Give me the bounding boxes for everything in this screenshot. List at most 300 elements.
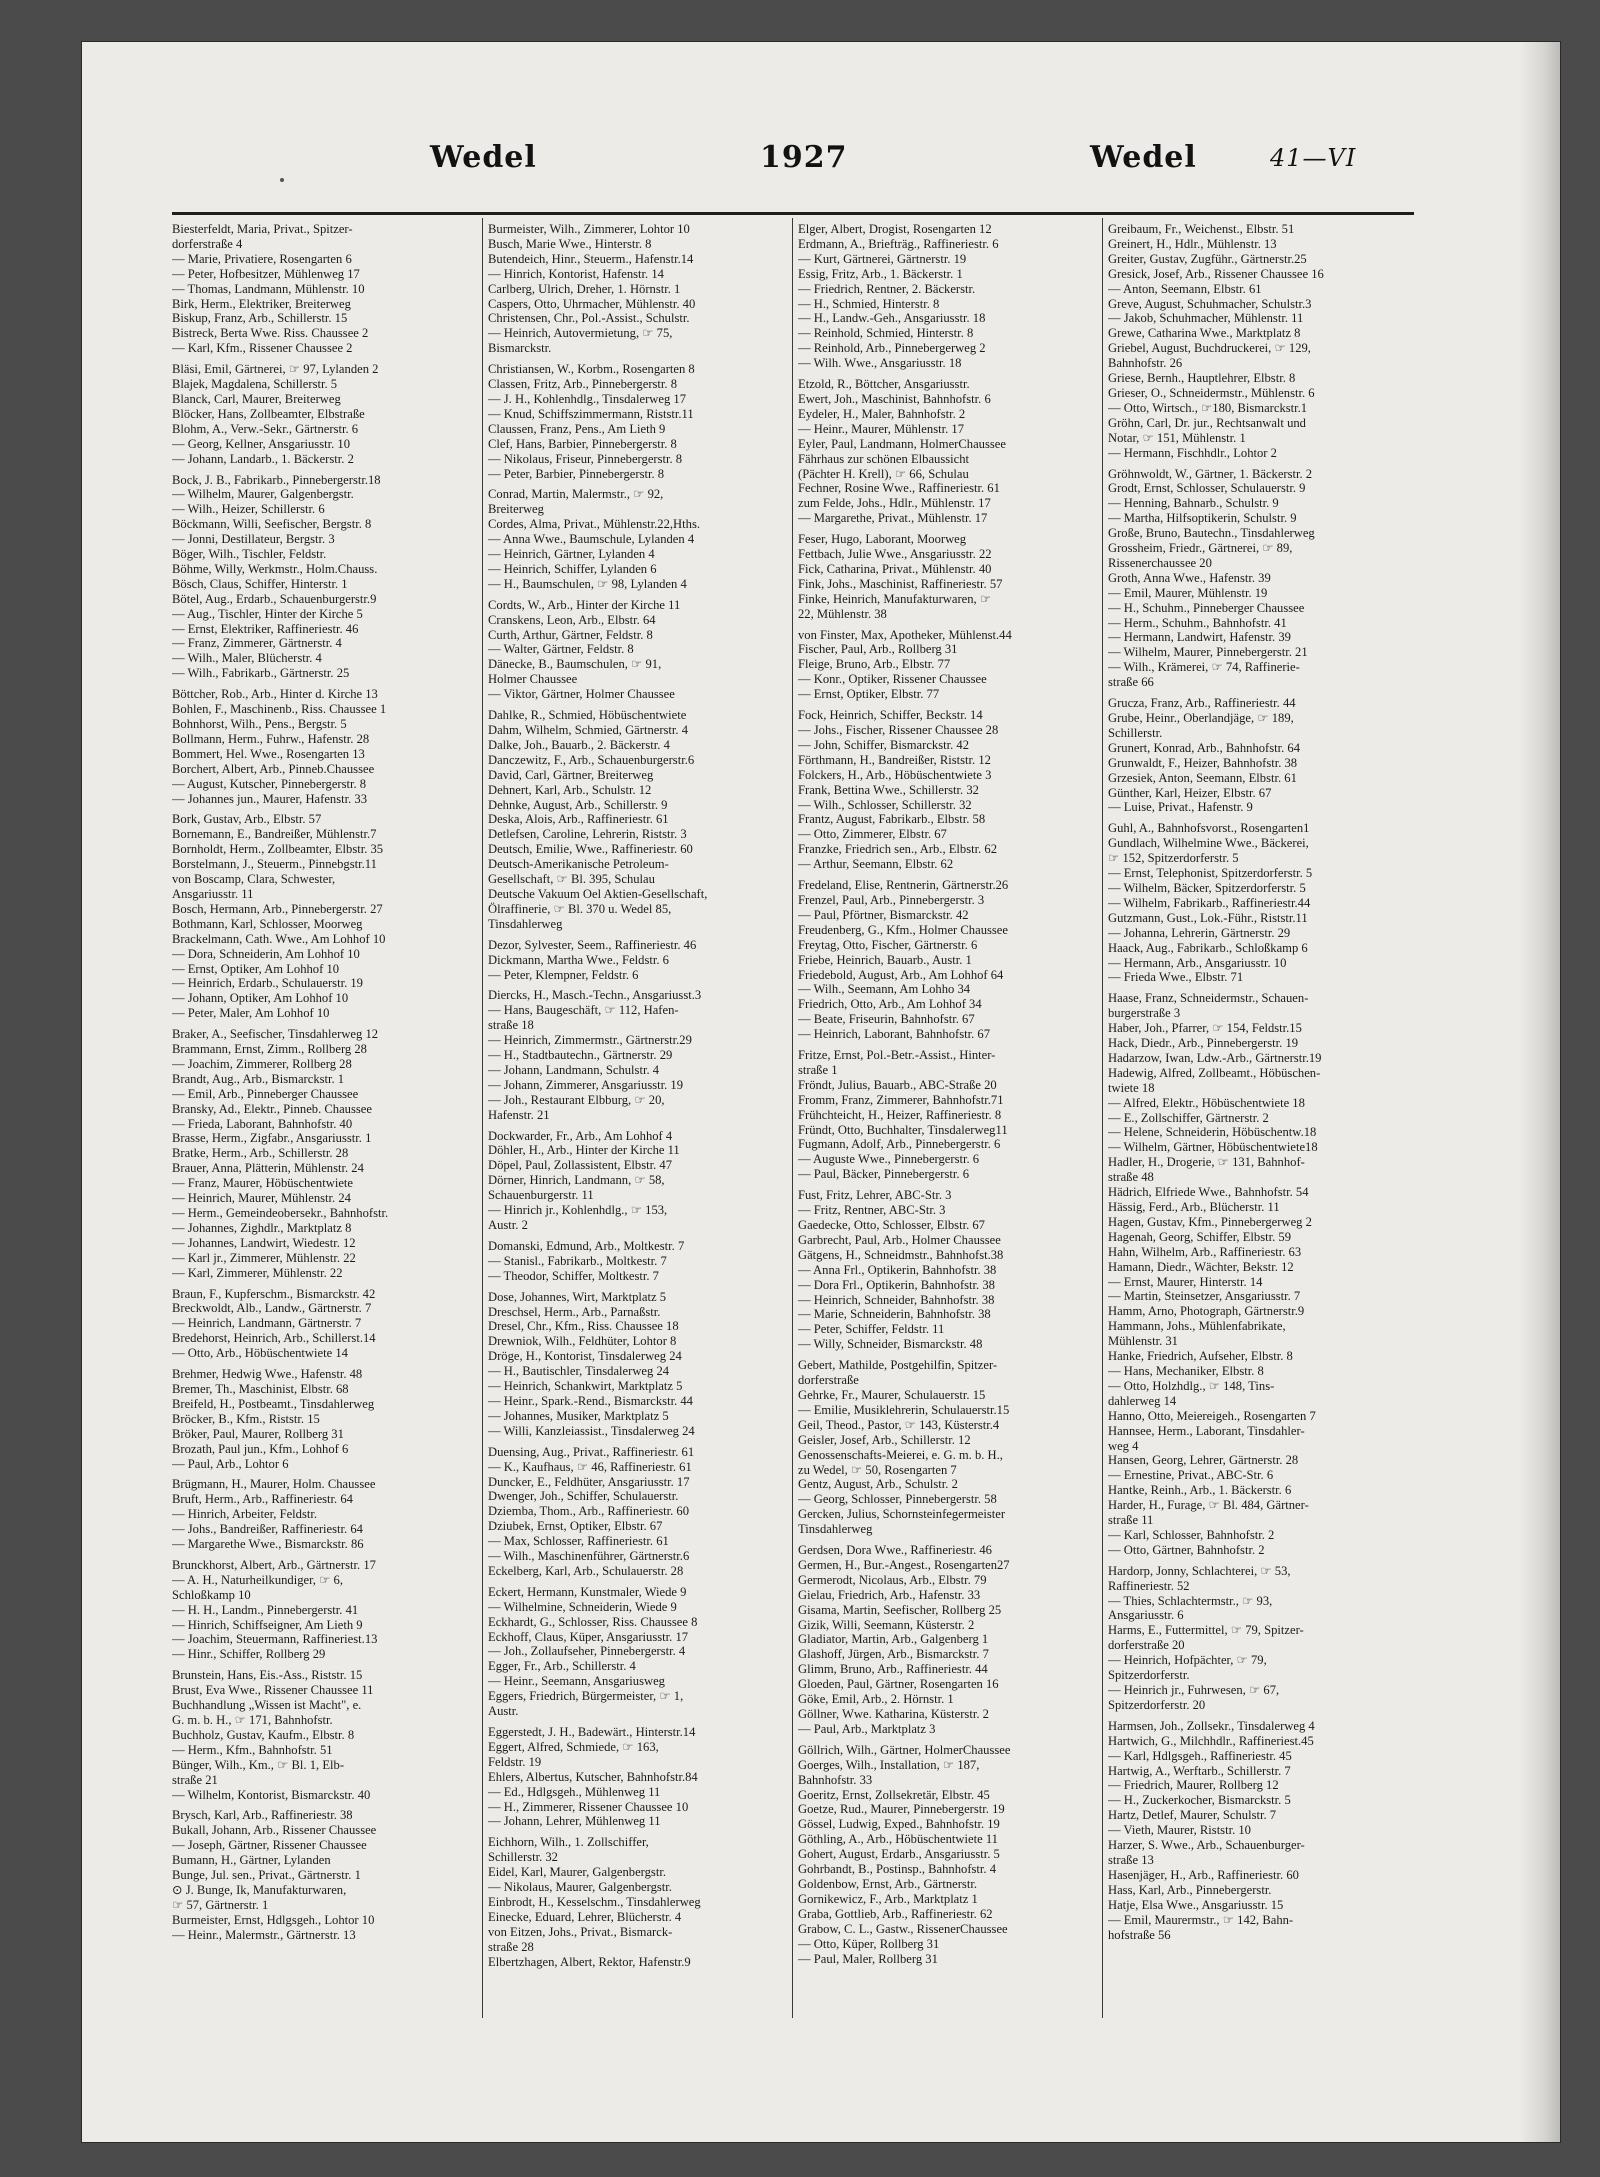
directory-entry: Bröker, Paul, Maurer, Rollberg 31 (172, 1426, 344, 1441)
directory-entry: hofstraße 56 (1108, 1927, 1171, 1942)
directory-entry: Greibaum, Fr., Weichenst., Elbstr. 51 (1108, 222, 1295, 236)
directory-entry: — Hans, Mechaniker, Elbstr. 8 (1108, 1363, 1264, 1378)
directory-entry: Dickmann, Martha Wwe., Feldstr. 6 (488, 952, 669, 967)
directory-entry: — Luise, Privat., Hafenstr. 9 (1108, 800, 1253, 815)
directory-entry: Dreschsel, Herm., Arb., Parnaßstr. (488, 1304, 661, 1319)
column-2 (482, 218, 792, 2018)
directory-entry: Grabow, C. L., Gastw., RissenerChaussee (798, 1921, 1008, 1936)
directory-entry: — Franz, Zimmerer, Gärtnerstr. 4 (172, 636, 342, 651)
directory-entry: — Hinrich, Schiffseigner, Am Lieth 9 (172, 1617, 363, 1632)
directory-entry: Fromm, Franz, Zimmerer, Bahnhofstr.71 (798, 1092, 1004, 1107)
directory-entry: Grossheim, Friedr., Gärtnerei, ☞ 89, (1108, 541, 1293, 556)
directory-entry: Gössel, Ludwig, Exped., Bahnhofstr. 19 (798, 1817, 1000, 1832)
directory-entry: — Hans, Baugeschäft, ☞ 112, Hafen- (488, 1003, 679, 1018)
directory-entry: Christensen, Chr., Pol.-Assist., Schulstr. (488, 311, 690, 326)
directory-entry: — Wilh., Krämerei, ☞ 74, Raffinerie- (1108, 660, 1300, 675)
directory-entry: — Margarethe Wwe., Bismarckstr. 86 (172, 1537, 364, 1552)
directory-entry: Braun, F., Kupferschm., Bismarckstr. 42 (172, 1286, 376, 1301)
directory-entry: Biesterfeldt, Maria, Privat., Spitzer- (172, 222, 353, 236)
directory-entry: Fock, Heinrich, Schiffer, Beckstr. 14 (798, 708, 983, 723)
directory-entry: Guhl, A., Bahnhofsvorst., Rosengarten1 (1108, 821, 1310, 836)
directory-entry: — Joseph, Gärtner, Rissener Chaussee (172, 1838, 367, 1853)
directory-entry: Grunwaldt, F., Heizer, Bahnhofstr. 38 (1108, 755, 1298, 770)
directory-entry: Deutsch-Amerikanische Petroleum- (488, 857, 669, 872)
directory-entry: Blöcker, Hans, Zollbeamter, Elbstraße (172, 406, 365, 421)
directory-entry: — Ed., Hdlgsgeh., Mühlenweg 11 (488, 1784, 661, 1799)
directory-entry: Notar, ☞ 151, Mühlenstr. 1 (1108, 430, 1246, 445)
directory-entry: Dalke, Joh., Bauarb., 2. Bäckerstr. 4 (488, 737, 670, 752)
directory-entry: Hadewig, Alfred, Zollbeamt., Höbüschen- (1108, 1065, 1321, 1080)
directory-entry: — Peter, Schiffer, Feldstr. 11 (798, 1322, 945, 1337)
directory-entry: Böhme, Willy, Werkmstr., Holm.Chauss. (172, 561, 378, 576)
directory-entry: Gornikewicz, F., Arb., Marktplatz 1 (798, 1891, 978, 1906)
directory-entry: — Wilh., Maler, Blücherstr. 4 (172, 651, 322, 666)
directory-entry: — Otto, Holzhdlg., ☞ 148, Tins- (1108, 1378, 1275, 1393)
directory-entry: Blohm, A., Verw.-Sekr., Gärtnerstr. 6 (172, 421, 359, 436)
directory-entry: (Pächter H. Krell), ☞ 66, Schulau (798, 466, 969, 481)
directory-entry: Griese, Bernh., Hauptlehrer, Elbstr. 8 (1108, 371, 1296, 386)
directory-entry: Goldenbow, Ernst, Arb., Gärtnerstr. (798, 1876, 977, 1891)
directory-entry: — Thies, Schlachtermstr., ☞ 93, (1108, 1593, 1273, 1608)
directory-entry: — Dora, Schneiderin, Am Lohhof 10 (172, 946, 360, 961)
directory-entry: — Johann, Optiker, Am Lohhof 10 (172, 991, 349, 1006)
directory-entry: Tinsdahlerweg (488, 916, 563, 931)
directory-entry: Hädrich, Elfriede Wwe., Bahnhofstr. 54 (1108, 1185, 1309, 1200)
directory-entry: von Finster, Max, Apotheker, Mühlenst.44 (798, 627, 1012, 642)
directory-entry: Dezor, Sylvester, Seem., Raffineriestr. 46 (488, 937, 697, 952)
directory-entry: — Heinrich, Schiffer, Lylanden 6 (488, 561, 657, 576)
directory-entry: Haber, Joh., Pfarrer, ☞ 154, Feldstr.15 (1108, 1021, 1302, 1036)
directory-entry: Egger, Fr., Arb., Schillerstr. 4 (488, 1659, 636, 1674)
directory-entry: Grube, Heinr., Oberlandjäge, ☞ 189, (1108, 711, 1294, 725)
column-4 (1102, 218, 1412, 2018)
directory-entry: Bismarckstr. (488, 341, 552, 356)
directory-entry: — Jakob, Schuhmacher, Mühlenstr. 11 (1108, 311, 1304, 326)
directory-entry: — Emil, Arb., Pinneberger Chaussee (172, 1086, 359, 1101)
directory-entry: Dziemba, Thom., Arb., Raffineriestr. 60 (488, 1504, 689, 1519)
directory-entry: — K., Kaufhaus, ☞ 46, Raffineriestr. 61 (488, 1459, 692, 1474)
directory-entry: Blanck, Carl, Maurer, Breiterweg (172, 391, 341, 406)
directory-entry: Große, Bruno, Bautechn., Tinsdahlerweg (1108, 526, 1315, 541)
directory-entry: — Dora Frl., Optikerin, Bahnhofstr. 38 (798, 1277, 995, 1292)
directory-entry: Deutsch, Emilie, Wwe., Raffineriestr. 60 (488, 842, 693, 857)
directory-entry: Hasenjäger, H., Arb., Raffineriestr. 60 (1108, 1867, 1299, 1882)
directory-entry: — Johannes, Musiker, Marktplatz 5 (488, 1408, 669, 1423)
directory-entry: — H., Zimmerer, Rissener Chaussee 10 (488, 1799, 689, 1814)
directory-entry: Brammann, Ernst, Zimm., Rollberg 28 (172, 1042, 367, 1057)
directory-entry: — H. H., Landm., Pinnebergerstr. 41 (172, 1602, 359, 1617)
directory-entry: Hartwich, G., Milchhdlr., Raffineriest.45 (1108, 1733, 1314, 1748)
directory-entry: Fugmann, Adolf, Arb., Pinnebergerstr. 6 (798, 1137, 1001, 1152)
directory-entry: — Otto, Gärtner, Bahnhofstr. 2 (1108, 1542, 1265, 1557)
directory-entry: Bistreck, Berta Wwe. Riss. Chaussee 2 (172, 326, 369, 341)
directory-entry: — Anton, Seemann, Elbstr. 61 (1108, 281, 1262, 296)
directory-entry: Brackelmann, Cath. Wwe., Am Lohhof 10 (172, 931, 386, 946)
directory-entry: — Johannes, Landwirt, Wiedestr. 12 (172, 1235, 356, 1250)
directory-entry: Eidel, Karl, Maurer, Galgenbergstr. (488, 1865, 666, 1880)
directory-entry: — Heinrich, Schneider, Bahnhofstr. 38 (798, 1292, 995, 1307)
directory-entry: Hamm, Arno, Photograph, Gärtnerstr.9 (1108, 1304, 1305, 1319)
column-3 (792, 218, 1102, 2018)
directory-entry: Holmer Chaussee (488, 672, 578, 687)
directory-entry: — Joh., Restaurant Elbburg, ☞ 20, (488, 1092, 665, 1107)
directory-entry: Rissenerchaussee 20 (1108, 555, 1212, 570)
directory-entry: Gizik, Willi, Seemann, Küsterstr. 2 (798, 1617, 975, 1632)
directory-entry: Göllrich, Wilh., Gärtner, HolmerChaussee (798, 1742, 1011, 1757)
directory-entry: Breckwoldt, Alb., Landw., Gärtnerstr. 7 (172, 1301, 372, 1316)
directory-entry: — Vieth, Maurer, Riststr. 10 (1108, 1823, 1251, 1838)
directory-entry: Bunge, Jul. sen., Privat., Gärtnerstr. 1 (172, 1868, 361, 1883)
directory-entry: — Georg, Schlosser, Pinnebergerstr. 58 (798, 1492, 997, 1507)
directory-entry: Hantke, Reinh., Arb., 1. Bäckerstr. 6 (1108, 1483, 1292, 1498)
directory-entry: Bosch, Hermann, Arb., Pinnebergerstr. 27 (172, 901, 383, 916)
directory-entry: — Emil, Maurer, Mühlenstr. 19 (1108, 585, 1268, 600)
directory-entry: — Paul, Arb., Lohtor 6 (172, 1456, 289, 1471)
directory-entry: — H., Baumschulen, ☞ 98, Lylanden 4 (488, 576, 687, 591)
directory-entry: Glashoff, Jürgen, Arb., Bismarckstr. 7 (798, 1647, 989, 1662)
directory-entry: Braker, A., Seefischer, Tinsdahlerweg 12 (172, 1027, 379, 1042)
page-edge (1520, 42, 1560, 2142)
directory-entry: Conrad, Martin, Malermstr., ☞ 92, (488, 487, 664, 502)
directory-entry: Hässig, Ferd., Arb., Blücherstr. 11 (1108, 1200, 1280, 1214)
directory-entry: — A. H., Naturheilkundiger, ☞ 6, (172, 1572, 343, 1587)
directory-entry: — Viktor, Gärtner, Holmer Chaussee (488, 687, 675, 702)
directory-entry: — Arthur, Seemann, Elbstr. 62 (798, 857, 954, 872)
directory-entry: Feldstr. 19 (488, 1754, 542, 1769)
directory-entry: — Hinrich, Kontorist, Hafenstr. 14 (488, 266, 664, 281)
directory-entry: Biskup, Franz, Arb., Schillerstr. 15 (172, 311, 348, 326)
directory-entry: — Karl, Zimmerer, Mühlenstr. 22 (172, 1265, 343, 1280)
directory-entry: Hahn, Wilhelm, Arb., Raffineriestr. 63 (1108, 1244, 1302, 1259)
directory-entry: — Peter, Barbier, Pinnebergerstr. 8 (488, 466, 665, 481)
directory-entry: twiete 18 (1108, 1080, 1155, 1095)
directory-entry: — Anna Wwe., Baumschule, Lylanden 4 (488, 532, 695, 547)
directory-entry: — Hinr., Schiffer, Rollberg 29 (172, 1647, 326, 1662)
directory-entry: — Peter, Klempner, Feldstr. 6 (488, 967, 639, 982)
directory-entry: Hadarzow, Iwan, Ldw.-Arb., Gärtnerstr.19 (1108, 1050, 1322, 1065)
directory-entry: Austr. 2 (488, 1218, 528, 1232)
directory-entry: Essig, Fritz, Arb., 1. Bäckerstr. 1 (798, 266, 963, 281)
directory-entry: Frenzel, Paul, Arb., Pinnebergerstr. 3 (798, 892, 985, 907)
directory-entry: Gladiator, Martin, Arb., Galgenberg 1 (798, 1632, 989, 1647)
directory-entry: Grunert, Konrad, Arb., Bahnhofstr. 64 (1108, 740, 1301, 755)
directory-entry: — Johann, Landmann, Schulstr. 4 (488, 1062, 660, 1077)
directory-entry: Cordes, Alma, Privat., Mühlenstr.22,Hths. (488, 517, 700, 532)
directory-entry: Eyler, Paul, Landmann, HolmerChaussee (798, 436, 1006, 451)
directory-entry: Hanno, Otto, Meiereigeh., Rosengarten 7 (1108, 1408, 1316, 1423)
directory-entry: Gebert, Mathilde, Postgehilfin, Spitzer- (798, 1358, 998, 1373)
directory-entry: — Wilh., Seemann, Am Lohho 34 (798, 982, 971, 997)
directory-entry: — Heinrich, Gärtner, Lylanden 4 (488, 547, 655, 562)
directory-entry: Bahnhofstr. 26 (1108, 356, 1183, 371)
directory-entry: Hannsee, Herm., Laborant, Tinsdahler- (1108, 1423, 1305, 1438)
directory-entry: Grzesiek, Anton, Seemann, Elbstr. 61 (1108, 770, 1297, 785)
directory-entry: — Auguste Wwe., Pinnebergerstr. 6 (798, 1152, 980, 1167)
page-number: 41—VI (1270, 144, 1357, 172)
directory-entry: straße 18 (488, 1018, 534, 1033)
directory-entry: straße 11 (1108, 1513, 1154, 1528)
directory-entry: — Joachim, Zimmerer, Rollberg 28 (172, 1056, 352, 1071)
directory-entry: Fleige, Bruno, Arb., Elbstr. 77 (798, 657, 951, 672)
directory-entry: Graba, Gottlieb, Arb., Raffineriestr. 62 (798, 1906, 993, 1921)
directory-entry: Eckhoff, Claus, Küper, Ansgariusstr. 17 (488, 1629, 689, 1644)
directory-entry: Borchert, Albert, Arb., Pinneb.Chaussee (172, 761, 375, 776)
directory-entry: — Heinrich, Zimmermstr., Gärtnerstr.29 (488, 1033, 692, 1048)
directory-entry: — Martha, Hilfsoptikerin, Schulstr. 9 (1108, 511, 1297, 526)
directory-entry: Dröge, H., Kontorist, Tinsdalerweg 24 (488, 1349, 682, 1364)
directory-entry: Bumann, H., Gärtner, Lylanden (172, 1853, 331, 1868)
directory-entry: — Wilhelm, Bäcker, Spitzerdorferstr. 5 (1108, 880, 1306, 895)
directory-entry: Freytag, Otto, Fischer, Gärtnerstr. 6 (798, 937, 978, 952)
directory-entry: Raffineriestr. 52 (1108, 1578, 1190, 1593)
directory-entry: — J. H., Kohlenhdlg., Tinsdalerweg 17 (488, 391, 687, 406)
directory-entry: dorferstraße 4 (172, 236, 243, 251)
directory-entry: — Otto, Arb., Höbüschentwiete 14 (172, 1346, 348, 1361)
directory-entry: Günther, Karl, Heizer, Elbstr. 67 (1108, 785, 1272, 800)
directory-entry: Detlefsen, Caroline, Lehrerin, Riststr. 3 (488, 827, 687, 842)
directory-entry: Bohlen, F., Maschinenb., Riss. Chaussee 1 (172, 702, 387, 717)
directory-entry: Hatje, Elsa Wwe., Ansgariusstr. 15 (1108, 1897, 1284, 1912)
directory-entry: — Johs., Bandreißer, Raffineriestr. 64 (172, 1522, 363, 1537)
directory-entry: zum Felde, Johs., Hdlr., Mühlenstr. 17 (798, 496, 991, 511)
directory-entry: Greve, August, Schuhmacher, Schulstr.3 (1108, 296, 1312, 311)
header-town-left: Wedel (430, 140, 537, 175)
directory-entry: — Heinrich, Laborant, Bahnhofstr. 67 (798, 1027, 991, 1042)
directory-entry: Mühlenstr. 31 (1108, 1334, 1178, 1349)
directory-entry: Bork, Gustav, Arb., Elbstr. 57 (172, 812, 322, 827)
directory-entry: Haase, Franz, Schneidermstr., Schauen- (1108, 991, 1309, 1006)
directory-entry: straße 21 (172, 1772, 218, 1787)
directory-entry: — Stanisl., Fabrikarb., Moltkestr. 7 (488, 1253, 667, 1268)
directory-entry: Harder, H., Furage, ☞ Bl. 484, Gärtner- (1108, 1498, 1309, 1513)
directory-entry: — Wilhelmine, Schneiderin, Wiede 9 (488, 1599, 677, 1614)
directory-entry: — Heinrich, Maurer, Mühlenstr. 24 (172, 1191, 351, 1206)
directory-entry: Hass, Karl, Arb., Pinnebergerstr. (1108, 1882, 1272, 1897)
directory-entry: Grucza, Franz, Arb., Raffineriestr. 44 (1108, 696, 1296, 711)
directory-entry: Goeritz, Ernst, Zollsekretär, Elbstr. 45 (798, 1787, 990, 1802)
directory-entry: Schillerstr. 32 (488, 1850, 558, 1865)
directory-entry: Fechner, Rosine Wwe., Raffineriestr. 61 (798, 481, 1000, 496)
directory-entry: Gisama, Martin, Seefischer, Rollberg 25 (798, 1602, 1002, 1617)
directory-entry: Erdmann, A., Briefträg., Raffineriestr. 6 (798, 236, 999, 251)
directory-entry: Garbrecht, Paul, Arb., Holmer Chaussee (798, 1232, 1001, 1247)
directory-entry: Grodt, Ernst, Schlosser, Schulauerstr. 9 (1108, 481, 1306, 496)
directory-entry: Grewe, Catharina Wwe., Marktplatz 8 (1108, 326, 1301, 341)
directory-entry: Friedebold, August, Arb., Am Lohhof 64 (798, 967, 1004, 982)
directory-entry: — Joh., Zollaufseher, Pinnebergerstr. 4 (488, 1644, 686, 1659)
directory-entry: — Theodor, Schiffer, Moltkestr. 7 (488, 1268, 659, 1283)
directory-entry: Genossenschafts-Meierei, e. G. m. b. H., (798, 1447, 1003, 1462)
directory-entry: dorferstraße 20 (1108, 1638, 1185, 1653)
directory-entry: Schauenburgerstr. 11 (488, 1188, 594, 1203)
directory-entry: Elbertzhagen, Albert, Rektor, Hafenstr.9 (488, 1954, 691, 1969)
directory-entry: David, Carl, Gärtner, Breiterweg (488, 767, 654, 782)
directory-entry: Hardorp, Jonny, Schlachterei, ☞ 53, (1108, 1563, 1291, 1578)
directory-entry: Gercken, Julius, Schornsteinfegermeister (798, 1507, 1006, 1522)
directory-entry: — Alfred, Elektr., Höbüschentwiete 18 (1108, 1095, 1305, 1110)
column-1 (172, 218, 482, 2018)
directory-entry: — Jonni, Destillateur, Bergstr. 3 (172, 532, 335, 547)
directory-entry: Spitzerdorferstr. (1108, 1668, 1190, 1683)
directory-entry: Dahm, Wilhelm, Schmied, Gärtnerstr. 4 (488, 723, 689, 737)
directory-entry: — H., Schuhm., Pinneberger Chaussee (1108, 600, 1305, 615)
directory-entry: Harmsen, Joh., Zollsekr., Tinsdalerweg 4 (1108, 1718, 1315, 1733)
directory-entry: Eckhardt, G., Schlosser, Riss. Chaussee 8 (488, 1614, 698, 1629)
directory-entry: Brasse, Herm., Zigfabr., Ansgariusstr. 1 (172, 1131, 372, 1146)
directory-entry: — Kurt, Gärtnerei, Gärtnerstr. 19 (798, 251, 967, 266)
directory-entry: Duncker, E., Feldhüter, Ansgariusstr. 17 (488, 1474, 690, 1489)
directory-entry: — Reinhold, Schmied, Hinterstr. 8 (798, 326, 974, 341)
directory-entry: — Hinrich jr., Kohlenhdlg., ☞ 153, (488, 1203, 668, 1218)
header-year: 1927 (760, 140, 848, 175)
directory-entry: Fredeland, Elise, Rentnerin, Gärtnerstr.26 (798, 878, 1009, 893)
directory-entry: Carlberg, Ulrich, Dreher, 1. Hörnstr. 1 (488, 281, 681, 296)
directory-entry: Fettbach, Julie Wwe., Ansgariusstr. 22 (798, 547, 992, 562)
directory-entry: Bünger, Wilh., Km., ☞ Bl. 1, Elb- (172, 1757, 345, 1772)
directory-entry: — Peter, Hofbesitzer, Mühlenweg 17 (172, 266, 360, 281)
directory-entry: ☞ 57, Gärtnerstr. 1 (172, 1897, 269, 1912)
directory-entry: Germerodt, Nicolaus, Arb., Elbstr. 79 (798, 1572, 987, 1587)
directory-entry: — Aug., Tischler, Hinter der Kirche 5 (172, 606, 363, 621)
directory-entry: — Thomas, Landmann, Mühlenstr. 10 (172, 281, 365, 296)
directory-entry: Dockwarder, Fr., Arb., Am Lohhof 4 (488, 1128, 673, 1143)
directory-entry: Gutzmann, Gust., Lok.-Führ., Riststr.11 (1108, 910, 1308, 925)
directory-entry: Burmeister, Ernst, Hdlgsgeh., Lohtor 10 (172, 1912, 375, 1927)
directory-entry: burgerstraße 3 (1108, 1006, 1181, 1021)
directory-entry: Brunstein, Hans, Eis.-Ass., Riststr. 15 (172, 1668, 363, 1683)
directory-entry: — Henning, Bahnarb., Schulstr. 9 (1108, 496, 1279, 511)
directory-entry: Einbrodt, H., Kesselschm., Tinsdahlerweg (488, 1894, 701, 1909)
directory-entry: — Ernst, Telephonist, Spitzerdorferstr. 5 (1108, 866, 1313, 881)
directory-entry: — Hermann, Fischhdlr., Lohtor 2 (1108, 445, 1277, 460)
directory-entry: Ansgariusstr. 6 (1108, 1608, 1184, 1623)
directory-entry: Brunckhorst, Albert, Arb., Gärtnerstr. 17 (172, 1557, 376, 1572)
directory-entry: — Marie, Privatiere, Rosengarten 6 (172, 251, 352, 266)
directory-entry: — Heinrich, Autovermietung, ☞ 75, (488, 326, 673, 341)
directory-entry: Fründt, Otto, Buchhalter, Tinsdalerweg11 (798, 1122, 1008, 1137)
directory-entry: Brust, Eva Wwe., Rissener Chaussee 11 (172, 1683, 374, 1698)
directory-entry: — John, Schiffer, Bismarckstr. 42 (798, 737, 970, 752)
directory-entry: Bratke, Herm., Arb., Schillerstr. 28 (172, 1146, 349, 1161)
directory-entry: Breiterweg (488, 502, 544, 517)
directory-entry: Fährhaus zur schönen Elbaussicht (798, 451, 970, 466)
directory-entry: Förthmann, H., Bandreißer, Riststr. 12 (798, 752, 991, 767)
directory-entry: — Wilhelm, Gärtner, Höbüschentwiete18 (1108, 1140, 1318, 1155)
directory-entry: — H., Zuckerkocher, Bismarckstr. 5 (1108, 1793, 1291, 1808)
directory-entry: Clef, Hans, Barbier, Pinnebergerstr. 8 (488, 436, 677, 451)
directory-entry: Göke, Emil, Arb., 2. Hörnstr. 1 (798, 1692, 954, 1707)
directory-entry: Gröhn, Carl, Dr. jur., Rechtsanwalt und (1108, 415, 1306, 430)
directory-entry: Buchholz, Gustav, Kaufm., Elbstr. 8 (172, 1727, 355, 1742)
directory-entry: Germen, H., Bur.-Angest., Rosengarten27 (798, 1557, 1010, 1572)
directory-entry: von Eitzen, Johs., Privat., Bismarck- (488, 1924, 673, 1939)
directory-entry: — Heinr., Maurer, Mühlenstr. 17 (798, 421, 964, 436)
directory-entry: straße 66 (1108, 675, 1154, 690)
directory-entry: — Herm., Schuhm., Bahnhofstr. 41 (1108, 615, 1287, 630)
directory-entry: — Johann, Zimmerer, Ansgariusstr. 19 (488, 1077, 684, 1092)
directory-entry: Freudenberg, G., Kfm., Holmer Chaussee (798, 922, 1008, 937)
directory-entry: Einecke, Eduard, Lehrer, Blücherstr. 4 (488, 1909, 682, 1924)
directory-entry: — Frieda Wwe., Elbstr. 71 (1108, 970, 1244, 985)
directory-entry: Bredehorst, Heinrich, Arb., Schillerst.14 (172, 1331, 376, 1346)
directory-entry: — August, Kutscher, Pinnebergerstr. 8 (172, 776, 367, 791)
directory-entry: — Peter, Maler, Am Lohhof 10 (172, 1006, 330, 1021)
directory-entry: Ewert, Joh., Maschinist, Bahnhofstr. 6 (798, 391, 991, 406)
directory-entry: — Johann, Lehrer, Mühlenweg 11 (488, 1814, 661, 1829)
directory-entry: Hansen, Georg, Lehrer, Gärtnerstr. 28 (1108, 1453, 1299, 1468)
directory-entry: Hartz, Detlef, Maurer, Schulstr. 7 (1108, 1808, 1277, 1823)
directory-entry: Eggert, Alfred, Schmiede, ☞ 163, (488, 1739, 659, 1754)
directory-entry: Frank, Bettina Wwe., Schillerstr. 32 (798, 782, 979, 797)
directory-entry: — Nikolaus, Maurer, Galgenbergstr. (488, 1880, 672, 1895)
directory-entry: Frantz, August, Fabrikarb., Elbstr. 58 (798, 812, 986, 827)
directory-entry: — Johs., Fischer, Rissener Chaussee 28 (798, 723, 999, 737)
directory-entry: — Johannes, Zighdlr., Marktplatz 8 (172, 1220, 352, 1235)
directory-entry: Harzer, S. Wwe., Arb., Schauenburger- (1108, 1838, 1305, 1853)
directory-entry: Hagen, Gustav, Kfm., Pinnebergerweg 2 (1108, 1214, 1312, 1229)
directory-entry: Brysch, Karl, Arb., Raffineriestr. 38 (172, 1808, 353, 1823)
directory-entry: Greinert, H., Hdlr., Mühlenstr. 13 (1108, 236, 1277, 251)
directory-entry: — Paul, Pförtner, Bismarckstr. 42 (798, 907, 969, 922)
directory-entry: Austr. (488, 1704, 519, 1719)
directory-entry: — Paul, Maler, Rollberg 31 (798, 1951, 938, 1966)
directory-entry: — Wilh., Fabrikarb., Gärtnerstr. 25 (172, 666, 350, 681)
directory-entry: Etzold, R., Böttcher, Ansgariusstr. (798, 377, 970, 392)
directory-entry: — H., Schmied, Hinterstr. 8 (798, 296, 940, 311)
directory-entry: Drewniok, Wilh., Feldhüter, Lohtor 8 (488, 1334, 677, 1349)
directory-entry: — Heinrich, Hofpächter, ☞ 79, (1108, 1653, 1267, 1668)
directory-entry: Gundlach, Wilhelmine Wwe., Bäckerei, (1108, 836, 1309, 851)
directory-entry: Diercks, H., Masch.-Techn., Ansgariusst.3 (488, 988, 702, 1003)
directory-entry: — Hermann, Landwirt, Hafenstr. 39 (1108, 630, 1291, 645)
directory-entry: G. m. b. H., ☞ 171, Bahnhofstr. (172, 1713, 333, 1727)
directory-entry: — Wilh., Schlosser, Schillerstr. 32 (798, 797, 972, 812)
directory-entry: Fröndt, Julius, Bauarb., ABC-Straße 20 (798, 1077, 997, 1092)
directory-entry: Böttcher, Rob., Arb., Hinter d. Kirche 13 (172, 687, 378, 702)
directory-entry: — Marie, Schneiderin, Bahnhofstr. 38 (798, 1307, 991, 1322)
directory-entry: — Emil, Maurermstr., ☞ 142, Bahn- (1108, 1912, 1294, 1927)
directory-entry: — Herm., Gemeindeobersekr., Bahnhofstr. (172, 1206, 389, 1220)
directory-entry: Harms, E., Futtermittel, ☞ 79, Spitzer- (1108, 1623, 1304, 1638)
directory-entry: — Wilhelm, Maurer, Pinnebergerstr. 21 (1108, 645, 1308, 660)
directory-entry: — Walter, Gärtner, Feldstr. 8 (488, 642, 634, 657)
directory-entry: — Beate, Friseurin, Bahnhofstr. 67 (798, 1012, 975, 1027)
directory-entry: Spitzerdorferstr. 20 (1108, 1697, 1206, 1712)
directory-entry: — Hermann, Arb., Ansgariusstr. 10 (1108, 955, 1287, 970)
directory-entry: Ölraffinerie, ☞ Bl. 370 u. Wedel 85, (488, 901, 672, 916)
directory-entry: Gresick, Josef, Arb., Rissener Chaussee 16 (1108, 266, 1324, 281)
directory-entry: Göllner, Wwe. Katharina, Küsterstr. 2 (798, 1707, 989, 1721)
directory-entry: — H., Bautischler, Tinsdalerweg 24 (488, 1364, 670, 1379)
directory-entry: Bröcker, B., Kfm., Riststr. 15 (172, 1411, 320, 1426)
directory-entry: — H., Landw.-Geh., Ansgariusstr. 18 (798, 311, 986, 326)
directory-entry: — Karl, Kfm., Rissener Chaussee 2 (172, 341, 353, 356)
directory-entry: — Johanna, Lehrerin, Gärtnerstr. 29 (1108, 925, 1291, 940)
directory-entry: Bock, J. B., Fabrikarb., Pinnebergerstr.18 (172, 472, 381, 487)
directory-entry: zu Wedel, ☞ 50, Rosengarten 7 (798, 1462, 957, 1477)
directory-entry: Hanke, Friedrich, Aufseher, Elbstr. 8 (1108, 1349, 1293, 1364)
directory-entry: Fischer, Paul, Arb., Rollberg 31 (798, 642, 958, 657)
directory-entry: Friedrich, Otto, Arb., Am Lohhof 34 (798, 997, 982, 1012)
directory-entry: Eggerstedt, J. H., Badewärt., Hinterstr.14 (488, 1725, 696, 1739)
directory-entry: ☞ 152, Spitzerdorferstr. 5 (1108, 851, 1239, 866)
directory-entry: Bösch, Claus, Schiffer, Hinterstr. 1 (172, 576, 348, 591)
directory-entry: — Hinrich, Arbeiter, Feldstr. (172, 1507, 317, 1522)
directory-entry: — Ernestine, Privat., ABC-Str. 6 (1108, 1468, 1274, 1483)
directory-entry: 22, Mühlenstr. 38 (798, 606, 887, 621)
directory-entry: — Otto, Küper, Rollberg 31 (798, 1936, 940, 1951)
directory-entry: — Franz, Maurer, Höbüschentwiete (172, 1176, 353, 1191)
